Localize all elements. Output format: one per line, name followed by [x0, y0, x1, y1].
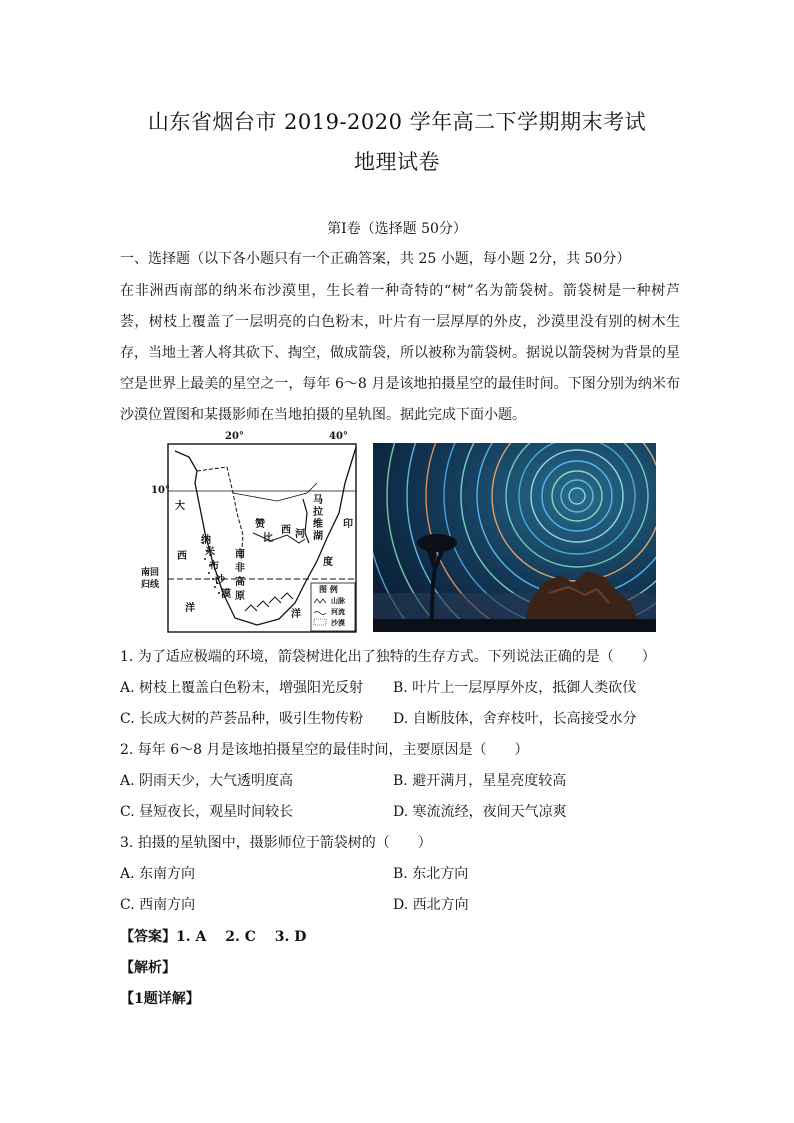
- exam-subtitle: 地理试卷: [354, 150, 440, 174]
- lon-40-label: 40°: [329, 431, 348, 442]
- zambezi-char-1: 赞: [255, 519, 265, 530]
- legend-desert: 沙漠: [331, 618, 345, 627]
- malawi-char-2: 拉: [313, 507, 323, 518]
- q2-option-b: B. 避开满月，星星亮度较高: [393, 773, 567, 789]
- q1-option-d: D. 自断肢体，舍弃枝叶，长高接受水分: [393, 711, 637, 727]
- q1-option-c: C. 长成大树的芦荟品种，吸引生物传粉: [120, 711, 364, 727]
- q3-option-c: C. 西南方向: [120, 897, 196, 913]
- namib-char-1: 纳: [201, 535, 211, 546]
- q2-option-a: A. 阴雨天少，大气透明度高: [120, 773, 294, 789]
- legend-river: 河流: [331, 607, 345, 616]
- atlantic-char-1: 大: [175, 501, 185, 512]
- q3-option-a: A. 东南方向: [120, 866, 196, 882]
- indian-char-3: 洋: [291, 609, 301, 620]
- section-title: 第Ⅰ卷（选择题 50分）: [327, 221, 467, 237]
- plateau-char-1: 南: [235, 549, 245, 560]
- malawi-char-4: 湖: [313, 531, 323, 542]
- passage: 在非洲西南部的纳米布沙漠里，生长着一种奇特的“树”名为箭袋树。箭袋树是一种树芦荟，树枝上覆盖了一层明亮的白色粉末，叶片有一层厚厚的外皮，沙漠里没有别的树木生存，当地土著人将其砍下、掏空，做成箭袋，所以被称为箭袋树。据说以箭袋树为背景的星空是世界上最美的星空之一，每年 6～8 月是该地拍摄星空的最佳时间。下图分别为纳米布沙漠位置图和某摄影师在当地拍摄的星轨图。据此完成下面小题。: [120, 283, 680, 423]
- q3-stem: 3. 拍摄的星轨图中，摄影师位于箭袋树的（ ）: [120, 835, 432, 851]
- q1-stem: 1. 为了适应极端的环境，箭袋树进化出了独特的生存方式。下列说法正确的是（ ）: [120, 649, 656, 665]
- namib-char-3: 布: [209, 561, 219, 572]
- answer-line: 【答案】1. A 2. C 3. D: [120, 929, 307, 945]
- tropic-label-2: 归线: [141, 580, 160, 590]
- tropic-label-1: 南回: [141, 568, 160, 578]
- zambezi-char-4: 河: [295, 529, 305, 540]
- q1-option-b: B. 叶片上一层厚厚外皮，抵御人类砍伐: [393, 680, 637, 696]
- legend-title: 图 例: [319, 584, 338, 594]
- instruction: 一、选择题（以下各小题只有一个正确答案，共 25 小题，每小题 2分，共 50分）: [120, 251, 631, 267]
- q1-option-a: A. 树枝上覆盖白色粉末，增强阳光反射: [120, 680, 364, 696]
- star-trail-image: [373, 443, 656, 632]
- malawi-char-1: 马: [313, 495, 323, 506]
- namib-char-4: 沙: [215, 575, 225, 586]
- map-drawing: [167, 443, 357, 633]
- namib-char-2: 米: [205, 547, 215, 558]
- atlantic-char-3: 洋: [185, 603, 195, 614]
- lon-20-label: 20°: [225, 431, 244, 442]
- zambezi-char-3: 西: [281, 525, 291, 536]
- malawi-char-3: 维: [313, 519, 323, 530]
- exam-title: 山东省烟台市 2019-2020 学年高二下学期期末考试: [147, 110, 647, 134]
- q2-option-d: D. 寒流流经，夜间天气凉爽: [393, 804, 567, 820]
- star-trail-photo: [373, 443, 656, 632]
- indian-char-2: 度: [323, 557, 333, 568]
- plateau-char-3: 高: [235, 577, 245, 588]
- analysis-heading: 【解析】: [120, 960, 176, 976]
- namib-char-5: 漠: [221, 589, 231, 600]
- plateau-char-2: 非: [235, 563, 245, 574]
- q1-detail-heading: 【1题详解】: [120, 991, 200, 1007]
- q3-option-b: B. 东北方向: [393, 866, 469, 882]
- q2-stem: 2. 每年 6～8 月是该地拍摄星空的最佳时间，主要原因是（ ）: [120, 742, 529, 758]
- atlantic-char-2: 西: [177, 551, 187, 562]
- zambezi-char-2: 比: [263, 533, 273, 544]
- indian-char-1: 印: [343, 519, 353, 530]
- q2-option-c: C. 昼短夜长，观星时间较长: [120, 804, 294, 820]
- plateau-char-4: 原: [235, 591, 245, 602]
- lat-10-label: 10°: [151, 485, 170, 496]
- q3-option-d: D. 西北方向: [393, 897, 469, 913]
- namib-location-map: [141, 431, 357, 633]
- legend-mountain: 山脉: [331, 596, 345, 605]
